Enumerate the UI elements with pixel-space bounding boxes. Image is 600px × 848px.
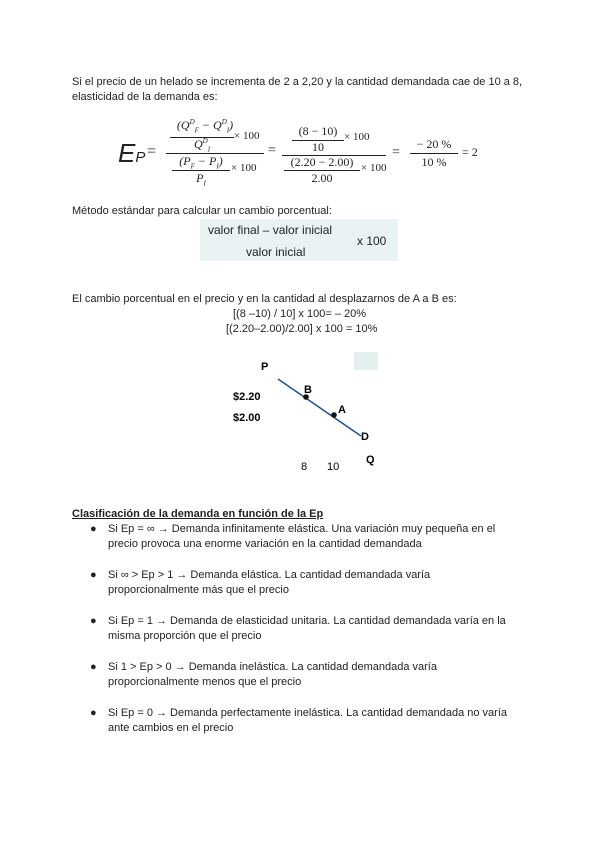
classification-heading: Clasificación de la demanda en función de la Ep — [72, 508, 324, 520]
num-bottom: $Q^D_I$ — [193, 137, 211, 154]
method-denominator: valor inicial — [246, 245, 306, 259]
point-a-label: A — [338, 404, 346, 416]
list-item: ● Si Ep = ∞ → Demanda infinitamente elástica. Una variación muy pequeña en el precio provoca una enorme variación en la cantidad demandada — [90, 523, 496, 550]
times-100-d: × 100 — [361, 162, 387, 174]
change-line-1: El cambio porcentual en el precio y en la cantidad al desplazarnos de A a B es: — [72, 293, 457, 305]
den-bottom: $P_I$ — [196, 171, 206, 188]
n-top: (8 − 10) — [298, 124, 338, 138]
times-100-a: × 100 — [234, 130, 260, 142]
method-times: x 100 — [357, 234, 387, 248]
d-top: (2.20 − 2.00) — [290, 155, 354, 169]
axis-p-label: P — [261, 361, 269, 373]
change-line-2: [(8 –10) / 10] x 100= – 20% — [233, 308, 367, 320]
n-bottom: 10 — [312, 140, 324, 154]
d-bottom: 2.00 — [311, 171, 333, 185]
den-top: $(P_F - P_I)$ — [179, 154, 223, 171]
equals-sign-3: = — [392, 145, 400, 160]
intro-line-2: elasticidad de la demanda es: — [72, 91, 218, 103]
bullet-icon: ● — [90, 615, 97, 627]
list-item: ● Si Ep = 1 → Demanda de elasticidad unitaria. La cantidad demandada varía en la misma proporción que el precio — [90, 615, 506, 642]
list-item: ● Si ∞ > Ep > 1 → Demanda elástica. La cantidad demandada varía proporcionalmente más que el precio — [90, 569, 431, 596]
times-100-b: × 100 — [231, 162, 257, 174]
equals-sign-2: = — [268, 143, 276, 158]
classification-list — [88, 522, 528, 752]
list-item: ● Si 1 > Ep > 0 → Demanda inelástica. La cantidad demandada varía proporcionalmente menos que el precio — [90, 661, 437, 688]
bullet-icon: ● — [90, 707, 97, 719]
bullet-icon: ● — [90, 661, 97, 673]
bullet-icon: ● — [90, 569, 97, 581]
price-low-label: $2.00 — [233, 412, 261, 424]
point-b-label: B — [304, 384, 312, 396]
intro-line-1: Si el precio de un helado se incrementa de 2 a 2,20 y la cantidad demandada cae de 10 a 8, — [72, 76, 523, 88]
equals-sign-1: = — [147, 143, 157, 160]
pct-bottom: 10 % — [421, 155, 447, 169]
point-a-marker — [331, 412, 337, 418]
result: = 2 — [462, 145, 478, 159]
method-title: Método estándar para calcular un cambio porcentual: — [72, 205, 332, 217]
list-item: ● Si Ep = 0 → Demanda perfectamente inelástica. La cantidad demandada no varía ante cambios en el precio — [90, 707, 507, 734]
method-numerator: valor final – valor inicial — [208, 223, 333, 237]
demand-graph — [230, 355, 390, 475]
bullet-icon: ● — [90, 523, 97, 535]
demand-curve — [278, 379, 361, 436]
pct-top: − 20 % — [416, 137, 452, 151]
q-high-label: 10 — [327, 461, 340, 473]
times-100-c: × 100 — [344, 131, 370, 143]
ep-subscript: P — [135, 149, 146, 166]
price-high-label: $2.20 — [233, 391, 261, 403]
curve-d-label: D — [361, 431, 369, 443]
num-top: $(Q^D_F - Q^D_I)$ — [176, 118, 234, 135]
pct-fraction-bar — [410, 153, 458, 154]
ep-symbol: E — [118, 138, 136, 168]
q-low-label: 8 — [301, 461, 308, 473]
axis-q-label: Q — [366, 454, 375, 466]
change-line-3: [(2.20–2.00)/2.00] x 100 = 10% — [226, 323, 378, 335]
